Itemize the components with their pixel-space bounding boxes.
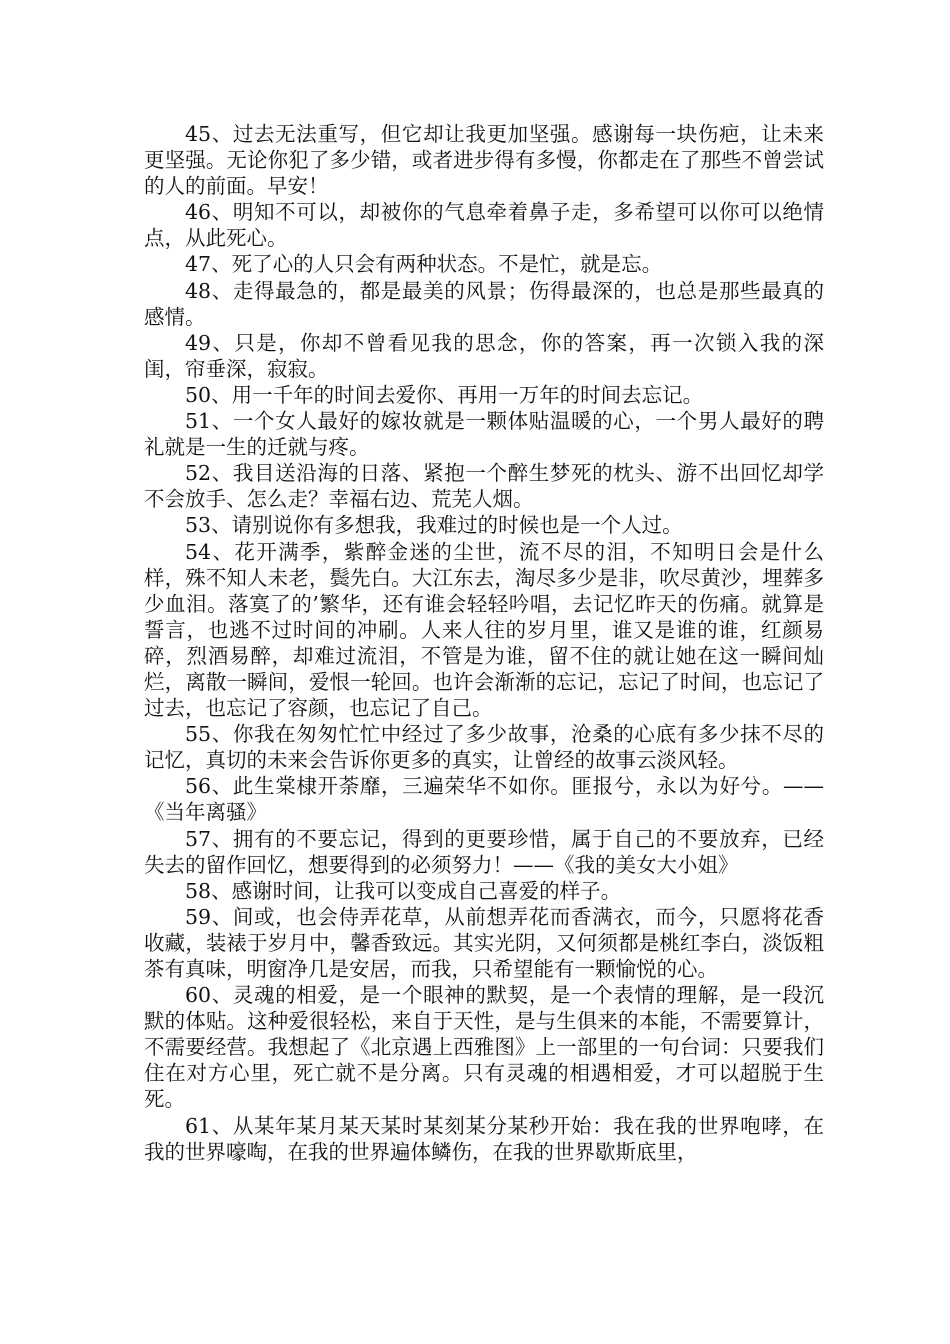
paragraph-54: 54、花开满季，紫醉金迷的尘世，流不尽的泪，不知明日会是什么样，殊不知人未老，鬓先白。大江东去，淘尽多少是非，吹尽黄沙，埋葬多少血泪。落寞了的’繁华，还有谁会轻轻吟唱，去记忆昨天的伤痛。就算是誓言，也逃不过时间的冲刷。人来人往的岁月里，谁又是谁的谁，红颜易碎，烈酒易醉，却难过流泪，不管是为谁，留不住的就让她在这一瞬间灿烂，离散一瞬间，爱恨一轮回。也许会渐渐的忘记，忘记了时间，也忘记了过去，也忘记了容颜，也忘记了自己。 — [144, 539, 824, 721]
paragraph-50: 50、用一千年的时间去爱你、再用一万年的时间去忘记。 — [185, 382, 704, 407]
paragraph-51: 51、一个女人最好的嫁妆就是一颗体贴温暖的心，一个男人最好的聘礼就是一生的迁就与疼。 — [144, 409, 824, 460]
paragraph-57: 57、拥有的不要忘记，得到的更要珍惜，属于自己的不要放弃，已经失去的留作回忆，想要得到的必须努力！——《我的美女大小姐》 — [144, 826, 824, 877]
paragraph-60: 60、灵魂的相爱，是一个眼神的默契，是一个表情的理解，是一段沉默的体贴。这种爱很轻松，来自于天性，是与生俱来的本能，不需要算计，不需要经营。我想起了《北京遇上西雅图》上一部里的一句台词：只要我们住在对方心里，死亡就不是分离。只有灵魂的相遇相爱，才可以超脱于生死。 — [144, 983, 824, 1112]
paragraph-49: 49、只是，你却不曾看见我的思念，你的答案，再一次锁入我的深闺，帘垂深，寂寂。 — [144, 330, 824, 381]
paragraph-59: 59、间或，也会侍弄花草，从前想弄花而香满衣，而今，只愿将花香收藏，装裱于岁月中，馨香致远。其实光阴，又何须都是桃红李白，淡饭粗茶有真味，明窗净几是安居，而我，只希望能有一颗愉悦的心。 — [144, 904, 824, 981]
paragraph-52: 52、我目送沿海的日落、紧抱一个醉生梦死的枕头、游不出回忆却学不会放手、怎么走？幸福右边、荒芜人烟。 — [144, 461, 824, 512]
paragraph-55: 55、你我在匆匆忙忙中经过了多少故事，沧桑的心底有多少抹不尽的记忆，真切的未来会告诉你更多的真实，让曾经的故事云淡风轻。 — [144, 722, 824, 773]
paragraph-47: 47、死了心的人只会有两种状态。不是忙，就是忘。 — [185, 252, 663, 277]
paragraph-58: 58、感谢时间，让我可以变成自己喜爱的样子。 — [185, 878, 622, 903]
paragraph-56: 56、此生棠棣开荼靡，三遍荣华不如你。匪报兮，永以为好兮。——《当年离骚》 — [144, 774, 824, 825]
paragraph-61: 61、从某年某月某天某时某刻某分某秒开始：我在我的世界咆哮，在我的世界嚎啕，在我的世界遍体鳞伤，在我的世界歇斯底里， — [144, 1113, 824, 1164]
document-body — [144, 121, 824, 1165]
paragraph-48: 48、走得最急的，都是最美的风景；伤得最深的，也总是那些最真的感情。 — [144, 278, 824, 329]
paragraph-53: 53、请别说你有多想我，我难过的时候也是一个人过。 — [185, 513, 683, 538]
paragraph-45: 45、过去无法重写，但它却让我更加坚强。感谢每一块伤疤，让未来更坚强。无论你犯了多少错，或者进步得有多慢，你都走在了那些不曾尝试的人的前面。早安！ — [144, 122, 824, 199]
paragraph-46: 46、明知不可以，却被你的气息牵着鼻子走，多希望可以你可以绝情点，从此死心。 — [144, 200, 824, 251]
